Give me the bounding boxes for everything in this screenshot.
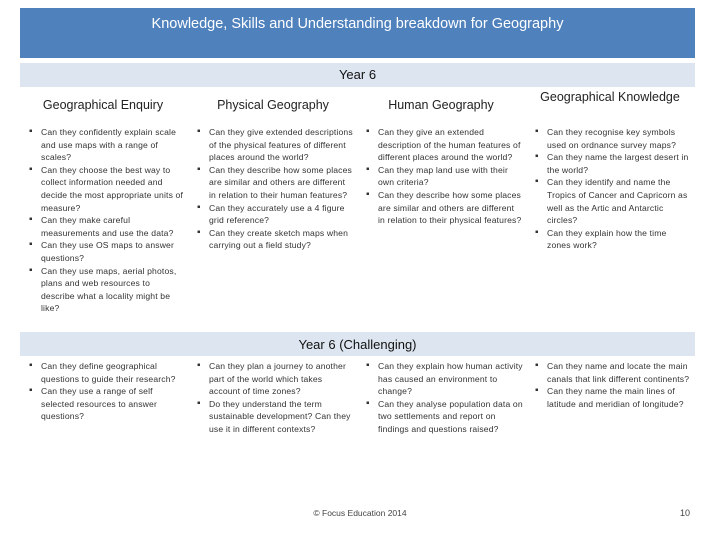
list-item: ▪ Can they plan a journey to another part of the world which takes account of time zones?: [196, 360, 354, 398]
year6-band: [20, 62, 695, 88]
list-item: ▪ Can they accurately use a 4 figure grid reference?: [196, 202, 354, 227]
physical-list: [196, 126, 354, 252]
column-header-enquiry: Geographical Enquiry: [42, 98, 164, 112]
list-item: ▪ Can they confidently explain scale and use maps with a range of scales?: [28, 126, 186, 164]
list-item: ▪ Do they understand the term sustainable development? Can they use it in different contexts?: [196, 398, 354, 436]
list-item: ▪ Can they explain how human activity has caused an environment to change?: [365, 360, 523, 398]
challenging-label: Year 6 (Challenging): [298, 337, 417, 352]
list-item: ▪ Can they explain how the time zones work?: [534, 227, 690, 252]
list-item: ▪ Can they give an extended description of the human features of different places around the world?: [365, 126, 523, 164]
challenging-enquiry-list: [28, 360, 186, 423]
column-header-physical: Physical Geography: [217, 98, 329, 112]
list-item: ▪ Can they use maps, aerial photos, plans and web resources to describe what a locality might be like?: [28, 265, 186, 315]
list-item: ▪ Can they recognise key symbols used on ordnance survey maps?: [534, 126, 690, 151]
challenging-physical-list: [196, 360, 354, 436]
list-item: ▪ Can they choose the best way to collect information needed and decide the most appropriate units of measure?: [28, 164, 186, 214]
challenging-band: [20, 331, 695, 357]
list-item: ▪ Can they name the largest desert in the world?: [534, 151, 690, 176]
footer-copyright: © Focus Education 2014: [313, 508, 407, 518]
column-header-human: Human Geography: [388, 98, 494, 112]
list-item: ▪ Can they define geographical questions to guide their research?: [28, 360, 186, 385]
enquiry-list: [28, 126, 186, 315]
list-item: ▪ Can they describe how some places are similar and others are different in relation to their human features?: [196, 164, 354, 202]
page-title: [20, 8, 695, 58]
challenging-knowledge-list: [534, 360, 690, 410]
list-item: ▪ Can they give extended descriptions of the physical features of different places around the world?: [196, 126, 354, 164]
list-item: ▪ Can they use OS maps to answer questions?: [28, 239, 186, 264]
challenging-human-list: [365, 360, 523, 436]
list-item: ▪ Can they name and locate the main canals that link different continents?: [534, 360, 690, 385]
list-item: ▪ Can they create sketch maps when carrying out a field study?: [196, 227, 354, 252]
list-item: ▪ Can they identify and name the Tropics of Cancer and Capricorn as well as the Artic and Antarctic circles?: [534, 176, 690, 226]
column-header-knowledge: Geographical Knowledge: [540, 90, 680, 104]
year6-label: Year 6: [338, 67, 377, 82]
list-item: ▪ Can they analyse population data on two settlements and report on findings and questions raised?: [365, 398, 523, 436]
list-item: ▪ Can they use a range of self selected resources to answer questions?: [28, 385, 186, 423]
list-item: ▪ Can they name the main lines of latitude and meridian of longitude?: [534, 385, 690, 410]
list-item: ▪ Can they map land use with their own criteria?: [365, 164, 523, 189]
page-title-text: Knowledge, Skills and Understanding breakdown for Geography: [151, 16, 564, 32]
list-item: ▪ Can they make careful measurements and use the data?: [28, 214, 186, 239]
list-item: ▪ Can they describe how some places are similar and others are different in relation to their physical features?: [365, 189, 523, 227]
human-list: [365, 126, 523, 227]
knowledge-list: [534, 126, 690, 252]
page-number: 10: [679, 508, 690, 518]
